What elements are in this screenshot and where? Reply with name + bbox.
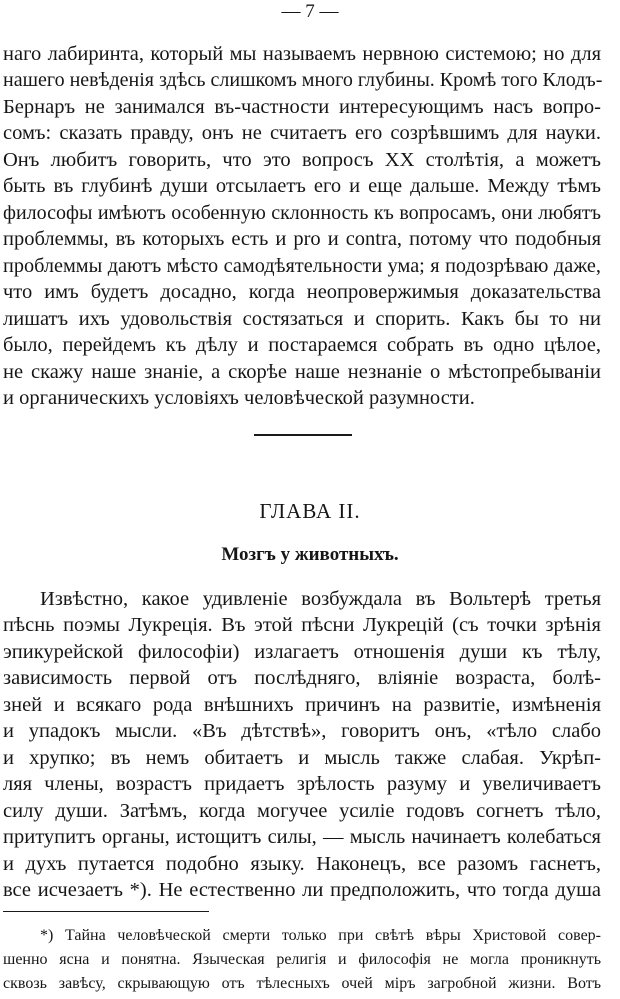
text-line: что имъ будетъ досадно, когда неопровержимыя доказательства (3, 281, 601, 303)
text-line: и упадокъ мысли. «Въ дѣтствѣ», говоритъ онъ, «тѣло слабо (3, 720, 601, 742)
text-line: философы имѣютъ особенную склонность къ вопросамъ, они любятъ (3, 202, 601, 224)
text-line: эпикурейской философіи) излагаетъ отношенія души къ тѣлу, (3, 641, 601, 663)
text-line: и хрупко; въ немъ обитаетъ и мысль также слабая. Укрѣп- (3, 747, 601, 769)
text-line: Онъ любитъ говорить, что это вопросъ XX столѣтія, а можетъ (3, 149, 601, 171)
text-line: нашего невѣденія здѣсь слишкомъ много глубины. Кромѣ того Клодъ- (3, 69, 603, 91)
text-line: и органическихъ условіяхъ человѣческой разумности. (3, 387, 475, 409)
footnote-line: шенно ясна и понятна. Языческая религія и философія не могла проникнуть (3, 951, 601, 968)
text-line: и духъ путается подобно языку. Наконецъ, все разомъ гаснетъ, (3, 853, 601, 875)
text-line: Извѣстно, какое удивленіе возбуждала въ Вольтерѣ третья (40, 588, 601, 610)
footnote-divider (3, 911, 209, 912)
text-line: проблеммы даютъ мѣсто самодѣятельности ума; я подозрѣваю даже, (3, 255, 601, 277)
text-line: быть въ глубинѣ души отсылаетъ его и еще дальше. Между тѣмъ (3, 175, 601, 197)
text-line: притупитъ органы, истощитъ силы, — мысль начинаетъ колебаться (3, 826, 601, 848)
chapter-subtitle: Мозгъ у животныхъ. (221, 544, 399, 565)
chapter-title: ГЛАВА II. (259, 499, 361, 523)
text-line: проблеммы, въ которыхъ есть и pro и contra, потому что подобныя (3, 228, 601, 250)
text-line: все исчезаетъ *). Не естественно ли предположить, что тогда душа (3, 879, 601, 901)
text-line: сомъ: сказать правду, онъ не считаетъ его созрѣвшимъ для науки. (3, 122, 601, 144)
text-line: силу души. Затѣмъ, когда могучее усиліе годовъ согнетъ тѣло, (3, 800, 601, 822)
page-number: — 7 — (281, 1, 339, 22)
footnote-line: *) Тайна человѣческой смерти только при свѣтѣ вѣры Христовой совер- (40, 927, 601, 944)
text-line: Бернаръ не занимался въ-частности интересующимъ насъ вопро- (3, 96, 601, 118)
text-line: зней и всякаго рода внѣшнихъ причинъ на развитіе, измѣненія (3, 694, 601, 716)
text-line: зависимость первой отъ послѣдняго, вліяніе возраста, болѣ- (3, 667, 601, 689)
text-line: не скажу наше знаніе, а скорѣе наше незнаніе о мѣстопребываніи (3, 361, 601, 383)
text-line: наго лабиринта, который мы называемъ нервною системою; но для (3, 43, 601, 65)
text-line: было, перейдемъ къ дѣлу и постараемся собрать въ одно цѣлое, (3, 334, 601, 356)
text-line: пѣснь поэмы Лукреція. Въ этой пѣсни Лукрецій (съ точки зрѣнія (3, 614, 601, 636)
text-line: ляя члены, возрастъ придаетъ зрѣлость разуму и увеличиваетъ (3, 773, 601, 795)
footnote-line: сквозь завѣсу, скрывающую отъ тѣлесныхъ очей міръ загробной жизни. Вотъ (3, 975, 601, 992)
text-line: лишатъ ихъ удовольствія состязаться и спорить. Какъ бы то ни (3, 308, 601, 330)
section-divider (254, 434, 352, 436)
